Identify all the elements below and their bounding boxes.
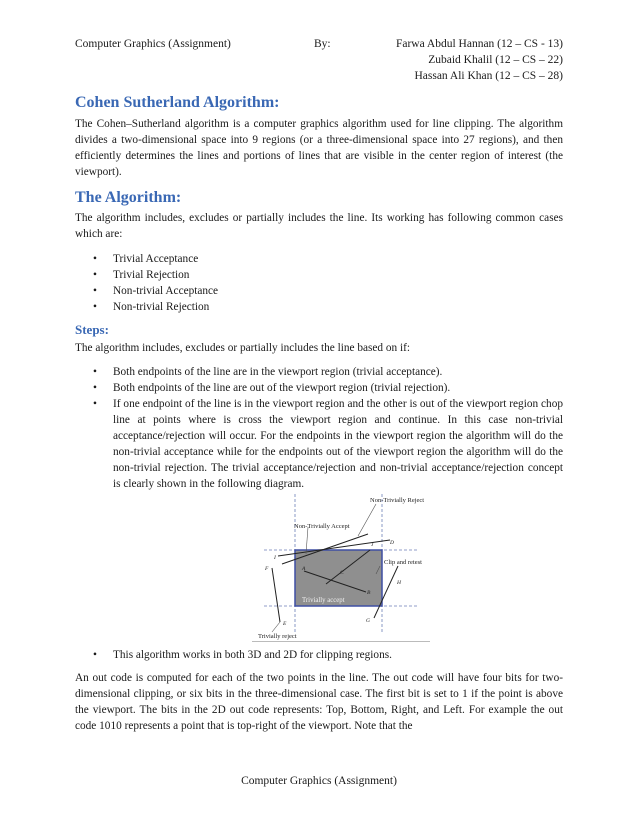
steps-list: [75, 364, 563, 492]
steps-intro: The algorithm includes, excludes or partially includes the line based on if:: [75, 342, 411, 354]
label-clip-and-retest: Clip and retest: [384, 559, 422, 566]
diagram-rule: [252, 641, 430, 642]
point-label-g: G: [366, 618, 370, 624]
list-item: • Both endpoints of the line are out of the viewport region (trivial rejection).: [113, 380, 563, 396]
header-author-3: Hassan Ali Khan (12 – CS – 28): [414, 70, 563, 82]
list-item: • If one endpoint of the line is in the viewport region and the other is out of the viewport region chop line at points where is cross the viewport region and continue. In this case non-trivial acceptance/rejection will occur. For the endpoints in the viewport region the algorithm will do the non-trivial acceptance while for the endpoints out of the viewport region the algorithm will do the non-trivial rejection. The trivial acceptance/rejection and non-trivial acceptance/rejection concept is clearly shown in the following diagram.: [113, 396, 563, 492]
point-label-a: A: [302, 566, 306, 572]
point-label-d: D: [390, 540, 394, 546]
label-non-trivially-reject: Non-Trivially Reject: [370, 497, 425, 504]
pointer-non-trivially-reject: [358, 504, 376, 536]
list-item: • Non-trivial Rejection: [113, 299, 563, 315]
section-body-the-algorithm: The algorithm includes, excludes or partially includes the line. Its working has following common cases which are:: [75, 212, 563, 240]
list-item: • Trivial Acceptance: [113, 251, 563, 267]
line-f-e: [272, 568, 280, 622]
pointer-trivially-reject: [272, 622, 280, 632]
label-non-trivially-accept: Non-Trivially Accept: [294, 523, 350, 530]
header-author-2: Zubaid Khalil (12 – CS – 22): [428, 54, 563, 66]
label-trivially-accept: Trivially accept: [302, 597, 345, 604]
point-label-i: I: [274, 555, 276, 561]
outcode-paragraph: An out code is computed for each of the two points in the line. The out code will have four bits for two-dimensional clipping, or six bits in the three-dimensional case. The first bit is set to 1 if the point is above the viewport. The bits in the 2D out code represents: Top, Bottom, Right, and Left. For example the out code 1010 represents a point that is top-right of the viewport. Note that the: [75, 672, 563, 732]
cases-list: [75, 251, 563, 315]
label-trivially-reject: Trivially reject: [258, 633, 297, 640]
list-item: • Non-trivial Acceptance: [113, 283, 563, 299]
list-item: • Both endpoints of the line are in the viewport region (trivial acceptance).: [113, 364, 563, 380]
section-body-cohen-sutherland: The Cohen–Sutherland algorithm is a computer graphics algorithm used for line clipping. The algorithm divides a two-dimensional space into 9 regions (or a three-dimensional space into 27 regions), and then efficiently determines the lines and portions of lines that are visible in the center region of interest (the viewport).: [75, 118, 563, 178]
section-title-the-algorithm: The Algorithm:: [75, 189, 182, 206]
header-by: By:: [314, 38, 331, 50]
section-title-cohen-sutherland: Cohen Sutherland Algorithm:: [75, 94, 280, 111]
point-label-e: E: [283, 621, 287, 627]
list-item: • Trivial Rejection: [113, 267, 563, 283]
page-footer: Computer Graphics (Assignment): [241, 775, 397, 787]
point-label-c: C: [340, 570, 344, 576]
after-diagram-list: [75, 647, 563, 663]
clipping-diagram: [250, 494, 430, 642]
point-label-h: H: [397, 580, 401, 586]
steps-title: Steps:: [75, 322, 109, 337]
header-course: Computer Graphics (Assignment): [75, 38, 231, 50]
list-item: • This algorithm works in both 3D and 2D for clipping regions.: [113, 647, 563, 663]
point-label-f: F: [265, 566, 269, 572]
point-label-j: J: [371, 542, 374, 548]
header-author-1: Farwa Abdul Hannan (12 – CS - 13): [395, 38, 563, 50]
point-label-b: B: [367, 590, 371, 596]
